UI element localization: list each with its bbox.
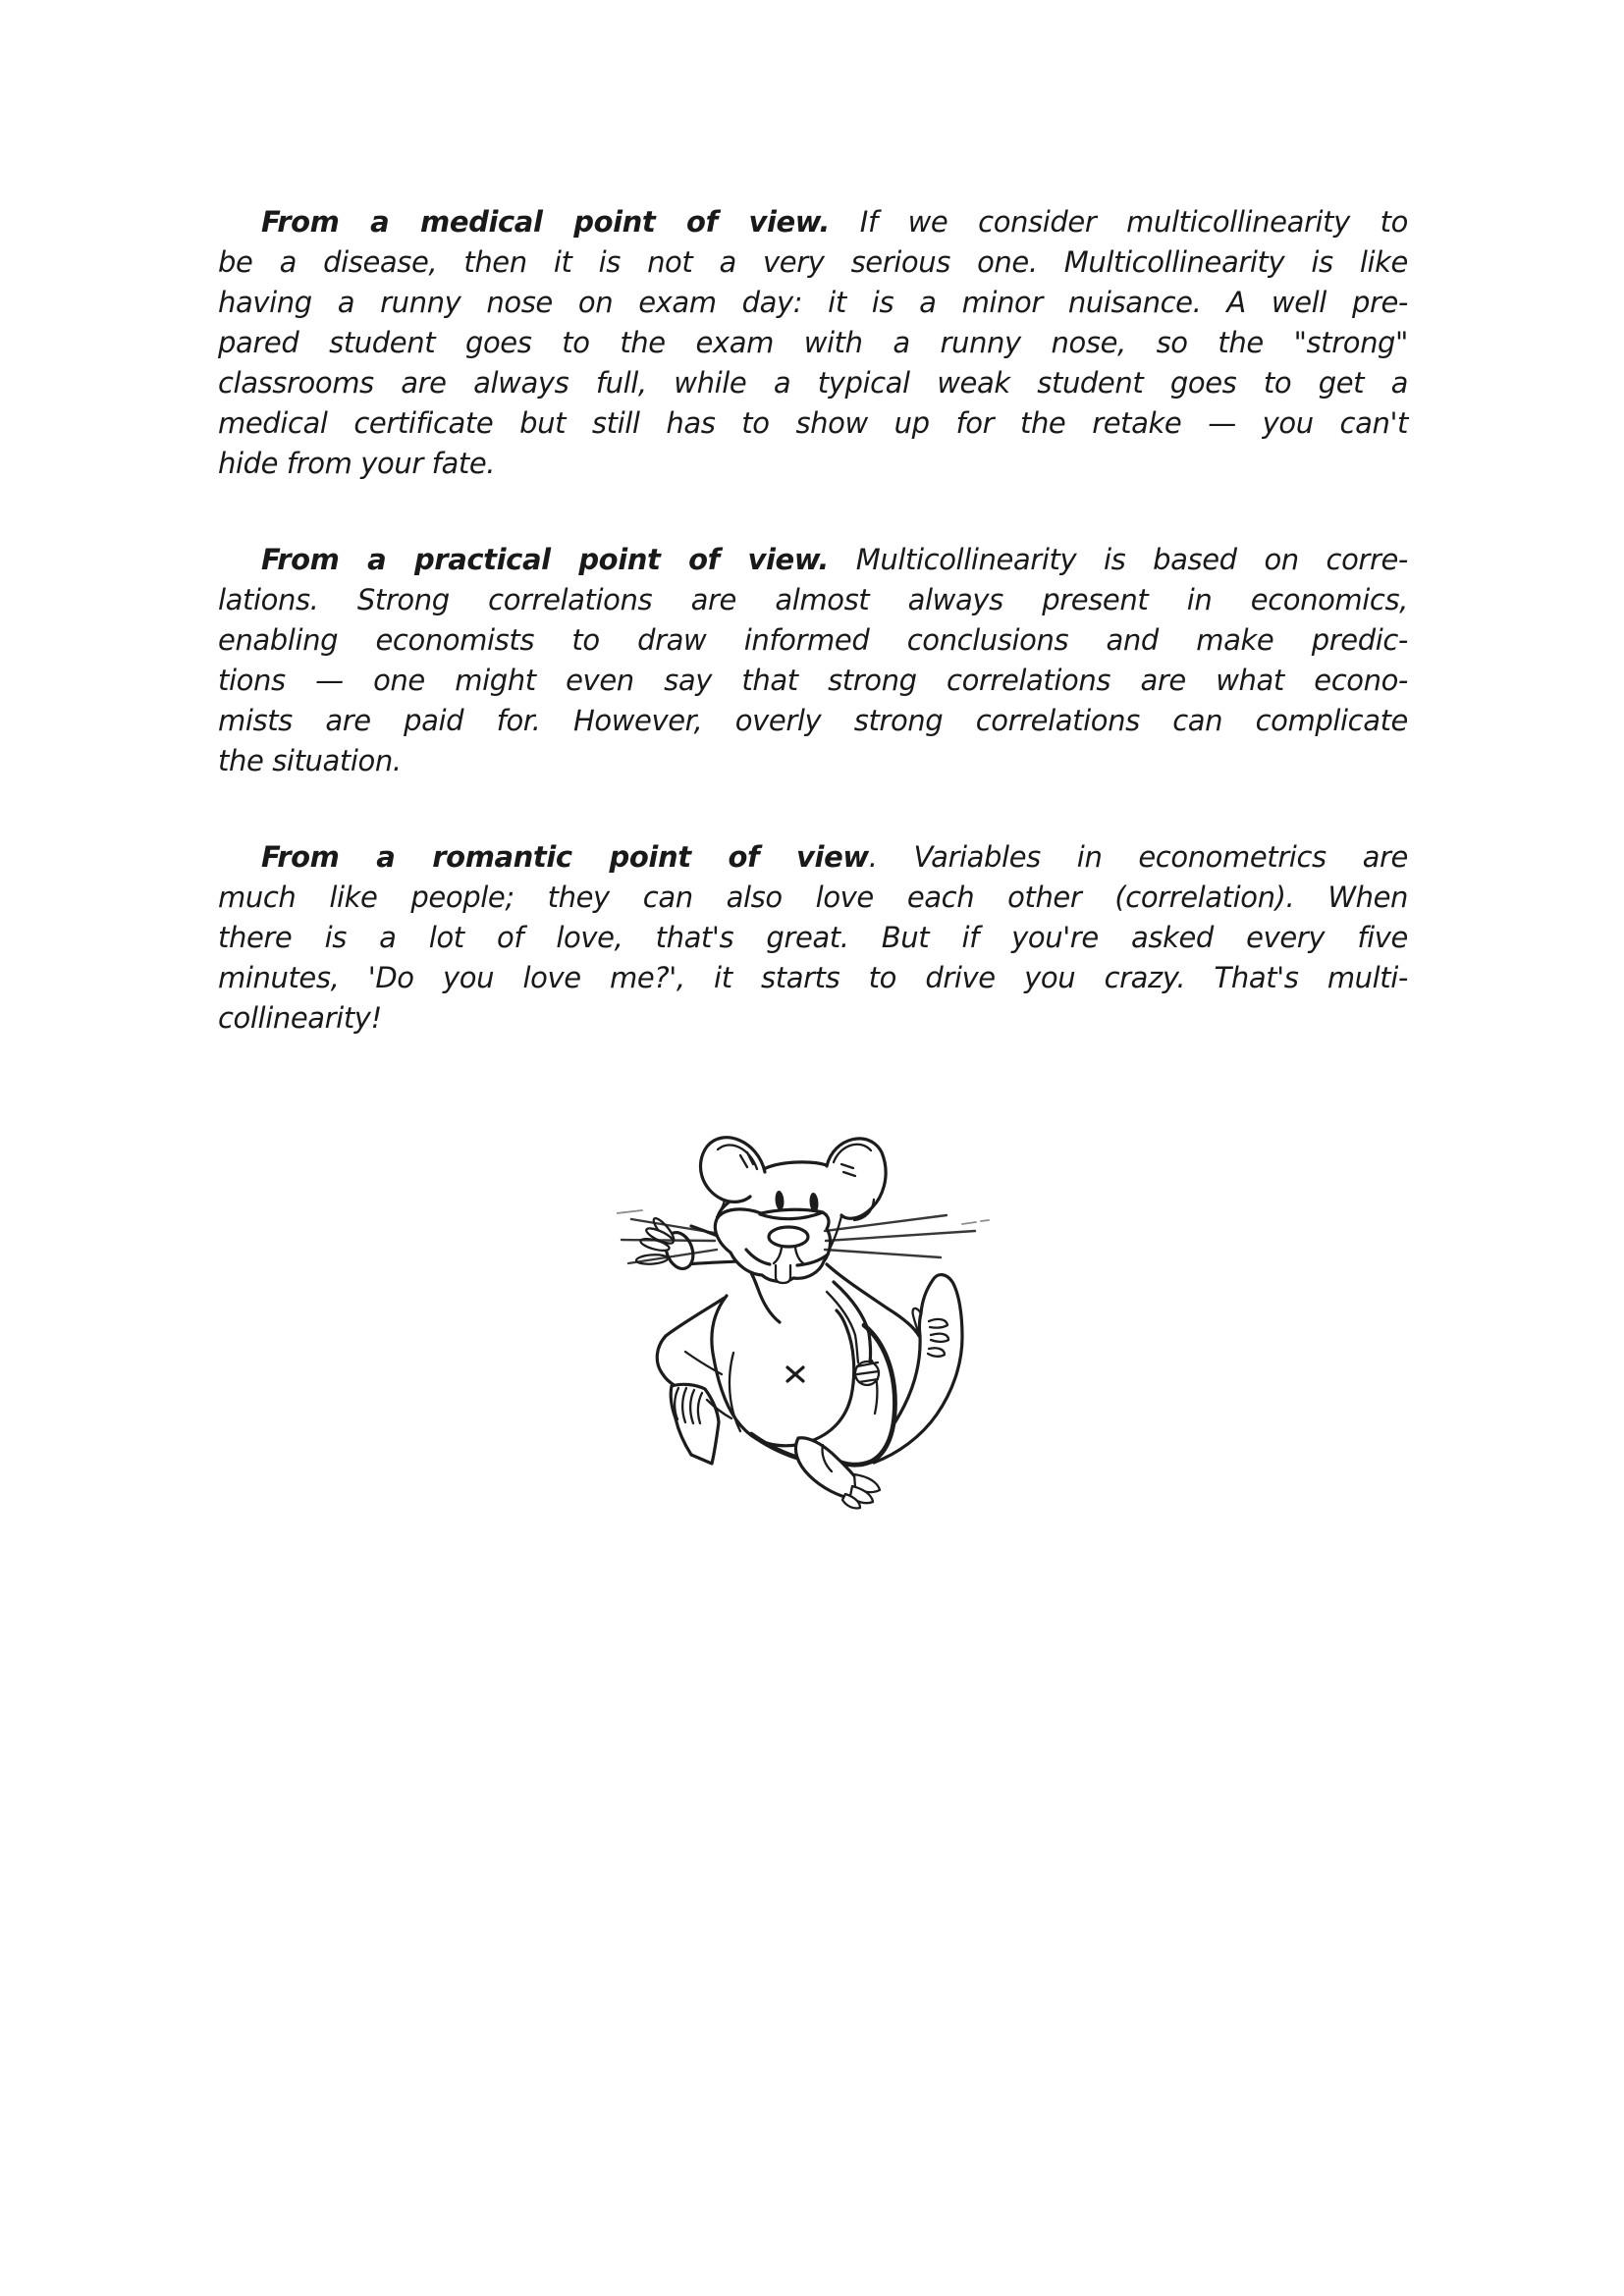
text-line — [218, 837, 1408, 878]
text-line: collinearity! — [218, 1001, 382, 1035]
paragraph-medical-view — [218, 202, 1408, 484]
text-run: Multicollinearity is based on corre- — [828, 543, 1408, 576]
text-line: much like people; they can also love each other (correlation). When — [218, 881, 1408, 914]
paragraph-practical-view — [218, 540, 1408, 781]
cartoon-mouse-sketch — [617, 1125, 1009, 1518]
text-line: classrooms are always full, while a typical weak student goes to get a — [218, 366, 1408, 400]
mouse-right-ear — [827, 1139, 886, 1218]
text-line: be a disease, then it is not a very serious one. Multicollinearity is like — [218, 245, 1408, 279]
text-run: . Variables in econometrics are — [868, 840, 1408, 874]
mouse-body — [712, 1264, 919, 1466]
text-line: lations. Strong correlations are almost always present in economics, — [218, 583, 1408, 616]
mouse-nose — [769, 1227, 808, 1247]
mouse-illustration — [617, 1125, 1009, 1518]
text-run: If we consider multicollinearity to — [829, 205, 1408, 239]
paragraph-romantic-view — [218, 837, 1408, 1039]
text-line: hide from your fate. — [218, 447, 496, 480]
mouse-face — [715, 1191, 830, 1283]
paragraph-lead: From a romantic point of view — [261, 840, 869, 874]
text-line: minutes, 'Do you love me?', it starts to drive you crazy. That's multi- — [218, 961, 1408, 994]
text-line: the situation. — [218, 744, 402, 777]
text-line — [218, 202, 1408, 242]
text-line: medical certificate but still has to show up for the retake — you can't — [218, 406, 1408, 440]
text-line: having a runny nose on exam day: it is a minor nuisance. A well pre- — [218, 286, 1408, 319]
mouse-left-eye — [775, 1191, 785, 1211]
text-line: enabling economists to draw informed conclusions and make predic- — [218, 623, 1408, 657]
text-line: there is a lot of love, that's great. But if you're asked every five — [218, 921, 1408, 954]
mouse-tooth — [776, 1265, 790, 1283]
text-line — [218, 540, 1408, 580]
text-line: pared student goes to the exam with a runny nose, so the "strong" — [218, 326, 1408, 359]
paragraph-lead: From a medical point of view. — [261, 205, 830, 239]
text-line: tions — one might even say that strong correlations are what econo- — [218, 664, 1408, 697]
mouse-muzzle — [715, 1209, 830, 1282]
paragraph-lead: From a practical point of view. — [261, 543, 829, 576]
text-block — [218, 202, 1408, 1039]
mouse-left-ear — [700, 1138, 765, 1202]
text-line: mists are paid for. However, overly strong correlations can complicate — [218, 704, 1408, 737]
